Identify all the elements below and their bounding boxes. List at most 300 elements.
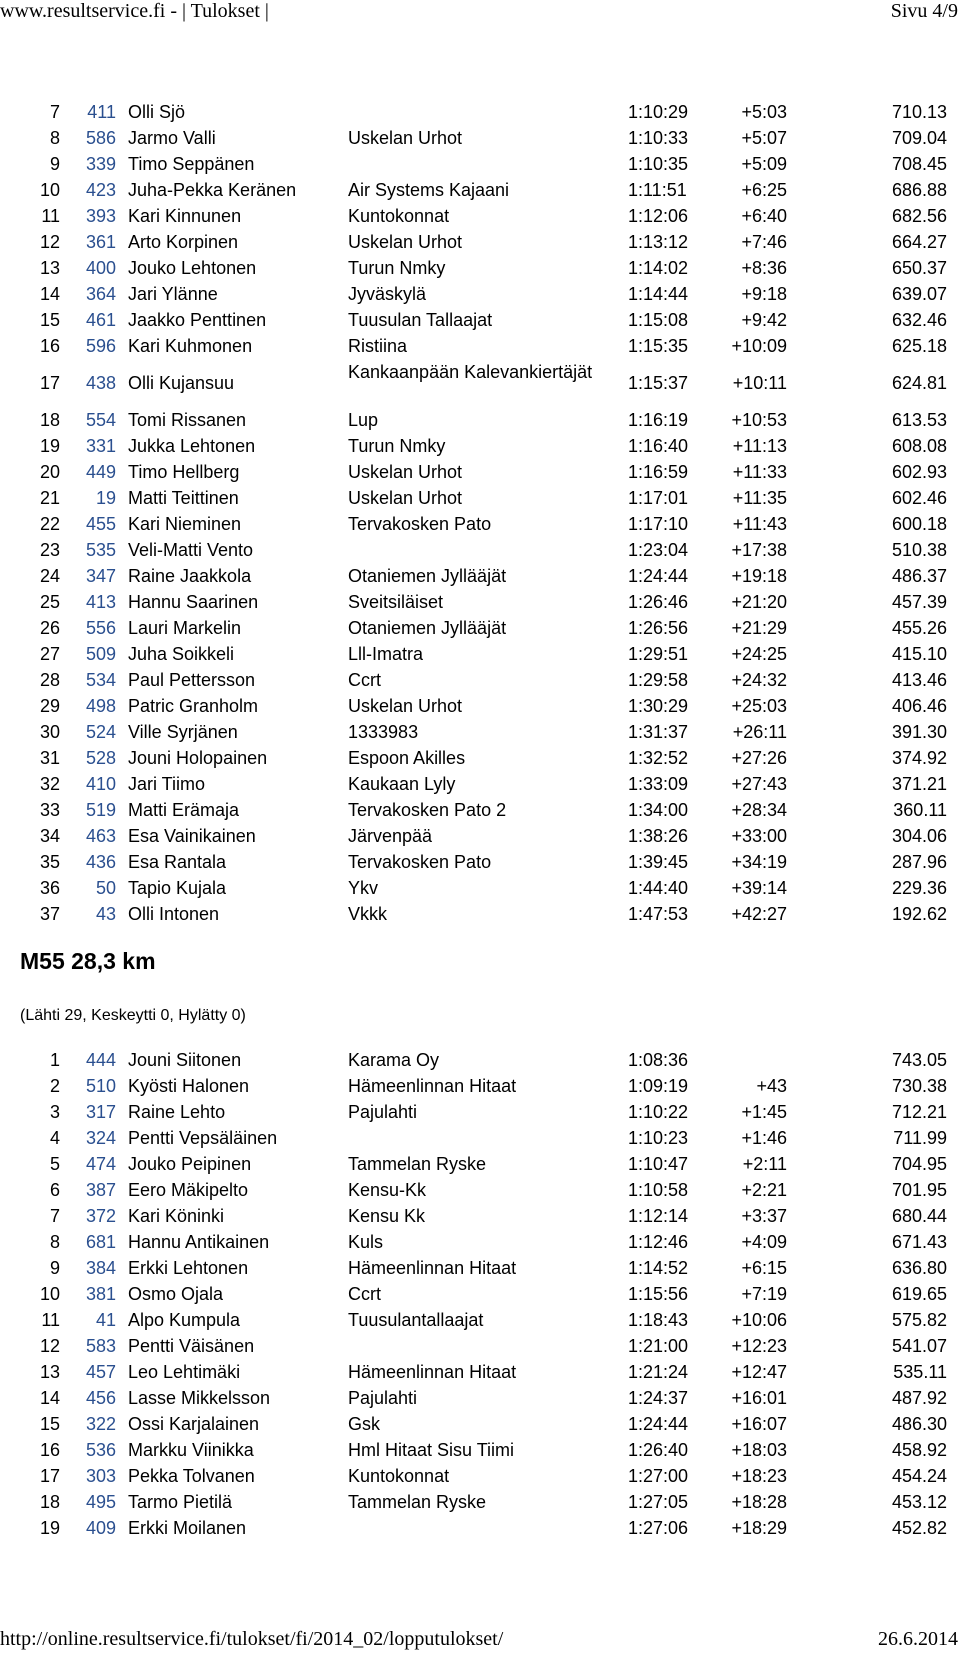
time-behind: +18:23 [731, 1466, 787, 1486]
time-behind: +18:03 [731, 1440, 787, 1460]
category-summary: (Lähti 29, Keskeytti 0, Hylätty 0) [20, 1007, 246, 1024]
athlete-name: Kyösti Halonen [128, 1076, 250, 1096]
header-site-title: www.resultservice.fi - | Tulokset | [0, 0, 269, 22]
time-behind: +6:40 [741, 206, 787, 226]
table-row [0, 1203, 960, 1229]
rank-cell: 19 [39, 1518, 60, 1538]
rank-cell: 20 [39, 462, 60, 482]
finish-time: 1:15:08 [628, 310, 689, 330]
club-name: Järvenpää [348, 826, 433, 846]
club-name: Uskelan Urhot [348, 488, 463, 508]
athlete-name: Leo Lehtimäki [128, 1362, 241, 1382]
rank-cell: 21 [39, 488, 60, 508]
time-behind: +10:09 [731, 336, 787, 356]
athlete-name: Esa Rantala [128, 852, 227, 872]
finish-time: 1:10:23 [628, 1128, 689, 1148]
table-row [0, 485, 960, 511]
table-row [0, 99, 960, 125]
time-behind: +21:29 [731, 618, 787, 638]
club-name: 1333983 [348, 722, 419, 742]
finish-time: 1:21:00 [628, 1336, 689, 1356]
header-page-number: Sivu 4/9 [890, 0, 958, 22]
time-behind: +16:01 [731, 1388, 787, 1408]
table-row [0, 407, 960, 433]
bib-number: 384 [85, 1258, 116, 1278]
rank-cell: 32 [39, 774, 60, 794]
club-name: Otaniemen Jyllääjät [348, 618, 507, 638]
points: 639.07 [891, 284, 947, 304]
club-name: Pajulahti [348, 1388, 418, 1408]
rank-cell: 13 [39, 258, 60, 278]
points: 664.27 [891, 232, 947, 252]
page-footer [0, 1628, 960, 1652]
bib-number: 495 [85, 1492, 116, 1512]
bib-number: 524 [85, 722, 116, 742]
rank-cell: 13 [39, 1362, 60, 1382]
bib-number: 409 [85, 1518, 116, 1538]
athlete-name: Paul Pettersson [128, 670, 256, 690]
points: 600.18 [891, 514, 947, 534]
points: 709.04 [891, 128, 947, 148]
athlete-name: Timo Hellberg [128, 462, 240, 482]
bib-number: 361 [85, 232, 116, 252]
finish-time: 1:15:56 [628, 1284, 689, 1304]
time-behind: +28:34 [731, 800, 787, 820]
club-name: Tervakosken Pato 2 [348, 800, 507, 820]
athlete-name: Pentti Vepsäläinen [128, 1128, 278, 1148]
finish-time: 1:10:58 [628, 1180, 689, 1200]
time-behind: +7:19 [741, 1284, 787, 1304]
table-row [0, 1359, 960, 1385]
rank-cell: 24 [39, 566, 60, 586]
rank-cell: 33 [39, 800, 60, 820]
finish-time: 1:09:19 [628, 1076, 689, 1096]
time-behind: +18:29 [731, 1518, 787, 1538]
table-row [0, 229, 960, 255]
bib-number: 303 [85, 1466, 116, 1486]
bib-number: 463 [85, 826, 116, 846]
athlete-name: Tomi Rissanen [128, 410, 247, 430]
finish-time: 1:08:36 [628, 1050, 689, 1070]
table-row [0, 719, 960, 745]
time-behind: +17:38 [731, 540, 787, 560]
time-behind: +9:18 [741, 284, 787, 304]
rank-cell: 31 [39, 748, 60, 768]
time-behind: +19:18 [731, 566, 787, 586]
club-name: Ristiina [348, 336, 408, 356]
footer-url: http://online.resultservice.fi/tulokset/fi/2014_02/lopputulokset/ [0, 1628, 504, 1650]
time-behind: +11:13 [732, 436, 787, 456]
time-behind: +21:20 [731, 592, 787, 612]
rank-cell: 8 [49, 128, 60, 148]
points: 487.92 [891, 1388, 947, 1408]
points: 486.37 [891, 566, 947, 586]
time-behind: +4:09 [741, 1232, 787, 1252]
table-row [0, 1125, 960, 1151]
time-behind: +10:11 [732, 373, 787, 393]
athlete-name: Lasse Mikkelsson [128, 1388, 271, 1408]
points: 486.30 [891, 1414, 947, 1434]
points: 575.82 [891, 1310, 947, 1330]
club-name: Tammelan Ryske [348, 1154, 487, 1174]
points: 613.53 [891, 410, 947, 430]
bib-number: 372 [85, 1206, 116, 1226]
bib-number: 322 [85, 1414, 116, 1434]
finish-time: 1:16:19 [628, 410, 689, 430]
bib-number: 534 [85, 670, 116, 690]
table-row [0, 1177, 960, 1203]
time-behind: +42:27 [731, 904, 787, 924]
points: 632.46 [891, 310, 947, 330]
table-row [0, 1281, 960, 1307]
table-row [0, 797, 960, 823]
athlete-name: Raine Lehto [128, 1102, 226, 1122]
table-row [0, 1411, 960, 1437]
results-table-previous-category [0, 99, 960, 927]
finish-time: 1:26:40 [628, 1440, 689, 1460]
athlete-name: Raine Jaakkola [128, 566, 252, 586]
footer-date: 26.6.2014 [878, 1628, 958, 1650]
finish-time: 1:17:10 [628, 514, 689, 534]
bib-number: 317 [85, 1102, 116, 1122]
rank-cell: 15 [39, 310, 60, 330]
bib-number: 498 [85, 696, 116, 716]
finish-time: 1:39:45 [628, 852, 689, 872]
points: 391.30 [891, 722, 947, 742]
bib-number: 461 [85, 310, 116, 330]
athlete-name: Arto Korpinen [128, 232, 239, 252]
table-row [0, 901, 960, 927]
rank-cell: 1 [49, 1050, 60, 1070]
points: 602.46 [891, 488, 947, 508]
bib-number: 410 [85, 774, 116, 794]
time-behind: +27:26 [731, 748, 787, 768]
table-row [0, 1463, 960, 1489]
bib-number: 339 [85, 154, 116, 174]
table-row [0, 1099, 960, 1125]
time-behind: +8:36 [741, 258, 787, 278]
points: 625.18 [891, 336, 947, 356]
table-row [0, 433, 960, 459]
bib-number: 411 [87, 102, 116, 122]
points: 510.38 [891, 540, 947, 560]
points: 304.06 [891, 826, 947, 846]
finish-time: 1:34:00 [628, 800, 689, 820]
athlete-name: Jaakko Penttinen [128, 310, 267, 330]
bib-number: 535 [85, 540, 116, 560]
table-row [0, 693, 960, 719]
rank-cell: 14 [39, 284, 60, 304]
athlete-name: Veli-Matti Vento [128, 540, 254, 560]
table-row [0, 615, 960, 641]
athlete-name: Eero Mäkipelto [128, 1180, 249, 1200]
athlete-name: Kari Kinnunen [128, 206, 242, 226]
finish-time: 1:26:56 [628, 618, 689, 638]
finish-time: 1:10:47 [628, 1154, 689, 1174]
time-behind: +10:53 [731, 410, 787, 430]
bib-number: 19 [95, 488, 116, 508]
points: 671.43 [891, 1232, 947, 1252]
time-behind: +33:00 [731, 826, 787, 846]
club-name: Kaukaan Lyly [348, 774, 456, 794]
finish-time: 1:18:43 [628, 1310, 689, 1330]
points: 701.95 [891, 1180, 947, 1200]
time-behind: +6:25 [741, 180, 787, 200]
time-behind: +12:23 [731, 1336, 787, 1356]
time-behind: +26:11 [732, 722, 787, 742]
points: 619.65 [891, 1284, 947, 1304]
rank-cell: 29 [39, 696, 60, 716]
points: 229.36 [891, 878, 947, 898]
bib-number: 393 [85, 206, 116, 226]
time-behind: +1:46 [741, 1128, 787, 1148]
time-behind: +43 [756, 1076, 787, 1096]
points: 730.38 [891, 1076, 947, 1096]
club-name: Tuusulantallaajat [348, 1310, 484, 1330]
bib-number: 457 [85, 1362, 116, 1382]
finish-time: 1:26:46 [628, 592, 689, 612]
table-row [0, 1229, 960, 1255]
finish-time: 1:30:29 [628, 696, 689, 716]
club-name: Hämeenlinnan Hitaat [348, 1076, 517, 1096]
points: 453.12 [891, 1492, 947, 1512]
finish-time: 1:11:51 [628, 180, 687, 200]
club-name: Gsk [348, 1414, 381, 1434]
table-row [0, 563, 960, 589]
points: 636.80 [891, 1258, 947, 1278]
club-name: Ccrt [348, 670, 381, 690]
finish-time: 1:17:01 [628, 488, 689, 508]
bib-number: 510 [85, 1076, 116, 1096]
bib-number: 436 [85, 852, 116, 872]
time-behind: +27:43 [731, 774, 787, 794]
table-row [0, 459, 960, 485]
rank-cell: 14 [39, 1388, 60, 1408]
bib-number: 456 [85, 1388, 116, 1408]
athlete-name: Osmo Ojala [128, 1284, 224, 1304]
time-behind: +24:25 [731, 644, 787, 664]
club-name: Vkkk [348, 904, 388, 924]
rank-cell: 7 [49, 1206, 60, 1226]
athlete-name: Jukka Lehtonen [128, 436, 256, 456]
rank-cell: 36 [39, 878, 60, 898]
club-name: Uskelan Urhot [348, 128, 463, 148]
time-behind: +1:45 [741, 1102, 787, 1122]
time-behind: +34:19 [731, 852, 787, 872]
rank-cell: 3 [49, 1102, 60, 1122]
points: 541.07 [891, 1336, 947, 1356]
club-name: Kuntokonnat [348, 206, 450, 226]
athlete-name: Jouni Holopainen [128, 748, 268, 768]
finish-time: 1:15:37 [628, 373, 689, 393]
club-name: Sveitsiläiset [348, 592, 444, 612]
finish-time: 1:10:35 [628, 154, 689, 174]
points: 624.81 [891, 373, 947, 393]
bib-number: 596 [85, 336, 116, 356]
athlete-name: Kari Köninki [128, 1206, 225, 1226]
finish-time: 1:16:59 [628, 462, 689, 482]
category-title: M55 28,3 km [20, 948, 156, 974]
finish-time: 1:47:53 [628, 904, 689, 924]
bib-number: 50 [95, 878, 116, 898]
finish-time: 1:38:26 [628, 826, 689, 846]
rank-cell: 15 [39, 1414, 60, 1434]
points: 287.96 [891, 852, 947, 872]
table-row [0, 589, 960, 615]
rank-cell: 12 [39, 232, 60, 252]
points: 704.95 [891, 1154, 947, 1174]
table-row [0, 1385, 960, 1411]
rank-cell: 18 [39, 410, 60, 430]
finish-time: 1:12:06 [628, 206, 689, 226]
table-row [0, 745, 960, 771]
athlete-name: Erkki Lehtonen [128, 1258, 249, 1278]
athlete-name: Tapio Kujala [128, 878, 227, 898]
athlete-name: Ossi Karjalainen [128, 1414, 260, 1434]
table-row [0, 849, 960, 875]
club-name: Espoon Akilles [348, 748, 466, 768]
bib-number: 509 [85, 644, 116, 664]
club-name: Kuntokonnat [348, 1466, 450, 1486]
rank-cell: 11 [41, 1310, 60, 1330]
athlete-name: Patric Granholm [128, 696, 259, 716]
rank-cell: 2 [49, 1076, 60, 1096]
rank-cell: 35 [39, 852, 60, 872]
rank-cell: 9 [49, 154, 60, 174]
points: 406.46 [891, 696, 947, 716]
finish-time: 1:21:24 [628, 1362, 689, 1382]
finish-time: 1:15:35 [628, 336, 689, 356]
finish-time: 1:24:44 [628, 1414, 689, 1434]
finish-time: 1:12:14 [628, 1206, 689, 1226]
table-row [0, 823, 960, 849]
points: 192.62 [891, 904, 947, 924]
athlete-name: Kari Kuhmonen [128, 336, 253, 356]
athlete-name: Alpo Kumpula [128, 1310, 241, 1330]
club-name: Jyväskylä [348, 284, 427, 304]
bib-number: 444 [85, 1050, 116, 1070]
rank-cell: 18 [39, 1492, 60, 1512]
rank-cell: 7 [49, 102, 60, 122]
table-row [0, 281, 960, 307]
athlete-name: Hannu Antikainen [128, 1232, 270, 1252]
rank-cell: 11 [41, 206, 60, 226]
table-row [0, 333, 960, 359]
table-row [0, 1047, 960, 1073]
club-name: Ykv [348, 878, 379, 898]
athlete-name: Matti Erämaja [128, 800, 240, 820]
club-name: Hml Hitaat Sisu Tiimi [348, 1440, 515, 1460]
rank-cell: 28 [39, 670, 60, 690]
athlete-name: Jouko Lehtonen [128, 258, 257, 278]
rank-cell: 25 [39, 592, 60, 612]
points: 712.21 [891, 1102, 947, 1122]
rank-cell: 26 [39, 618, 60, 638]
club-name: Lll-Imatra [348, 644, 424, 664]
club-name: Kankaanpään Kalevankiertäjät [348, 362, 593, 382]
bib-number: 364 [85, 284, 116, 304]
time-behind: +18:28 [731, 1492, 787, 1512]
table-row [0, 359, 960, 407]
rank-cell: 10 [39, 1284, 60, 1304]
table-row [0, 203, 960, 229]
time-behind: +11:33 [732, 462, 787, 482]
finish-time: 1:27:06 [628, 1518, 689, 1538]
points: 711.99 [893, 1128, 947, 1148]
bib-number: 449 [85, 462, 116, 482]
bib-number: 413 [85, 592, 116, 612]
athlete-name: Pekka Tolvanen [128, 1466, 255, 1486]
athlete-name: Juha Soikkeli [128, 644, 235, 664]
points: 458.92 [891, 1440, 947, 1460]
bib-number: 556 [85, 618, 116, 638]
table-row [0, 537, 960, 563]
table-row [0, 1151, 960, 1177]
club-name: Pajulahti [348, 1102, 418, 1122]
club-name: Hämeenlinnan Hitaat [348, 1362, 517, 1382]
bib-number: 455 [85, 514, 116, 534]
points: 682.56 [891, 206, 947, 226]
time-behind: +5:07 [741, 128, 787, 148]
table-row [0, 1489, 960, 1515]
athlete-name: Olli Kujansuu [128, 373, 235, 393]
time-behind: +7:46 [741, 232, 787, 252]
points: 708.45 [891, 154, 947, 174]
points: 650.37 [891, 258, 947, 278]
table-row [0, 125, 960, 151]
athlete-name: Esa Vainikainen [128, 826, 256, 846]
time-behind: +16:07 [731, 1414, 787, 1434]
bib-number: 474 [85, 1154, 116, 1174]
rank-cell: 19 [39, 436, 60, 456]
rank-cell: 16 [39, 1440, 60, 1460]
club-name: Karama Oy [348, 1050, 440, 1070]
points: 360.11 [893, 800, 947, 820]
points: 371.21 [891, 774, 947, 794]
bib-number: 347 [85, 566, 116, 586]
bib-number: 554 [85, 410, 116, 430]
rank-cell: 5 [49, 1154, 60, 1174]
points: 374.92 [891, 748, 947, 768]
table-row [0, 511, 960, 537]
athlete-name: Erkki Moilanen [128, 1518, 247, 1538]
finish-time: 1:10:29 [628, 102, 689, 122]
rank-cell: 10 [39, 180, 60, 200]
table-row [0, 1515, 960, 1541]
table-row [0, 307, 960, 333]
points: 535.11 [893, 1362, 947, 1382]
club-name: Tuusulan Tallaajat [348, 310, 493, 330]
bib-number: 586 [85, 128, 116, 148]
athlete-name: Jouni Siitonen [128, 1050, 242, 1070]
athlete-name: Jari Ylänne [128, 284, 218, 304]
rank-cell: 27 [39, 644, 60, 664]
points: 608.08 [891, 436, 947, 456]
athlete-name: Jouko Peipinen [128, 1154, 252, 1174]
table-row [0, 1255, 960, 1281]
club-name: Kuls [348, 1232, 384, 1252]
table-row [0, 177, 960, 203]
bib-number: 528 [85, 748, 116, 768]
bib-number: 519 [85, 800, 116, 820]
points: 710.13 [891, 102, 947, 122]
bib-number: 331 [85, 436, 116, 456]
bib-number: 387 [85, 1180, 116, 1200]
finish-time: 1:29:58 [628, 670, 689, 690]
bib-number: 423 [85, 180, 116, 200]
time-behind: +2:21 [741, 1180, 787, 1200]
rank-cell: 17 [39, 1466, 60, 1486]
